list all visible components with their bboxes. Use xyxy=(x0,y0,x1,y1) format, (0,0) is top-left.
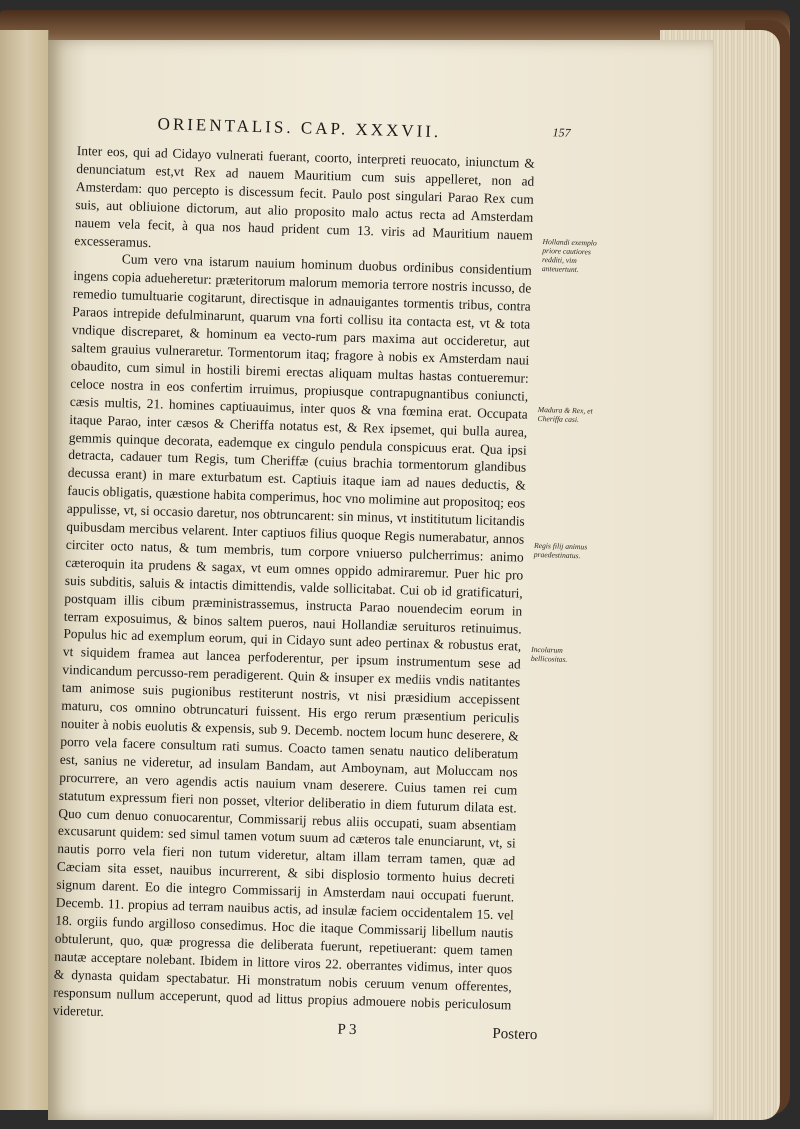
paragraph-1: Inter eos, qui ad Cidayo vulnerati fuerant, coorto, interpreti reuocato, iniunctum & denunciatum est,vt Rex ad nauem Mauritium cum suis appelleret, non ad Amsterdam: quo percepto is discessum fecit. Paulo post singulari Parao Rex cum suis, aut obliuione dictorum, aut alio proposito malo actus recta ad Amsterdam nauem vela fecit, à qua nos haud prident cum 13. viris ad Mauritium nauem excesseramus. xyxy=(74,142,535,250)
book-page xyxy=(48,40,713,1120)
margin-note-madura: Madura & Rex, et Cheriffa casi. xyxy=(537,404,593,425)
page-number: 157 xyxy=(552,125,571,140)
margin-note-hollandi: Hollandi exemplo priore cautiores redditi, vim anteuertunt. xyxy=(541,237,597,275)
body-text xyxy=(53,142,535,1032)
header-title: ORIENTALIS. CAP. XXXVII. xyxy=(157,114,442,142)
margin-note-incolarum: Incolarum bellicositas. xyxy=(530,644,568,664)
signature-mark: P 3 xyxy=(337,1021,357,1039)
page-content xyxy=(52,112,678,1044)
left-page xyxy=(0,30,49,1110)
margin-note-regis-filij: Regis filij animus praedestinatus. xyxy=(533,540,588,561)
paragraph-2: Cum vero vna istarum nauium hominum duobus ordinibus considentium ingens copia adueheretur: præteritorum malorum memoria terrore nostris incusso, de remedio tumultuarie cogitarunt, directisque in adnauigantes tormentis tribus, contra Paraos intrepide defulminarunt, quarum vna forti collisu ita contacta est, vt & tota vndique discreparet, & hominum ea vecto-rum pars maxima aut occideretur, aut saltem grauius vulneraretur. Tormentorum itaq; fragore à nobis ex Amsterdam naui obaudito, cum simul in hostili biremi erectas aliquam multas hastas contueremur: celoce nostra in eos confertim irruimus, propiusque contrapugnantibus coniuncti, cæsis multis, 21. homines captiuauimus, inter quos & vna fœmina erat. Occupata itaque Parao, inter cæsos & Cheriffa notatus est, & Rex ipsemet, qui bulla aurea, gemmis quinque decorata, eademque ex cingulo pendula conspicuus erat. Qua ipsi detracta, cadauer tum Regis, tum Cheriffæ (cuius brachia tormentorum glandibus decussa erant) in mare exturbatum est. Captiuis itaque iam ad naues deductis, & faucis obligatis, quæstione habita comperimus, hoc vno molimine aut propositoq; eos appulisse, vt, si occasio daretur, nos obtruncarent: sin minus, vt instititutum licitandis quibusdam mercibus velarent. Inter captiuos filius quoque Regis numerabatur, annos circiter octo natus, & tum membris, tum corpore vniuerso pulcherrimus: animo cæteroquin ita prudens & sagax, vt eum omnes oppido admiraremur. Puer hic pro suis subditis, saluis & intactis dimittendis, valde sollicitabat. Cui ob id gratificaturi, postquam illis cibum præministrassemus, instructa Parao nouendecim eorum in terram exposuimus, & binos saltem pueros, naui Hollandiæ seruituros retinuimus. Populus hic ad exemplum eorum, qui in Cidayo sunt adeo pertinax & robustus erat, vt siquidem framea aut lancea perfoderentur, per ipsum instrumentum sese ad vindicandum percusso-rem peradigerent. Quin & insuper ex mediis vndis natitantes tam animose suis pugionibus restiterunt nostris, vt nisi præsidium accepissent maturu, cos omnino obtruncaturi fuissent. His ergo rerum præsentium periculis nouiter à nobis euolutis & expensis, sub 9. Decemb. noctem locum hunc deserere, & porro vela facere consultum rati sumus. Coacto tamen senatu nautico deliberatum est, sanius ne videretur, ad insulam Bandam, aut Amboynam, aut Moluccam nos procurrere, an vero agendis actis nauium vnam deserere. Cuius tamen rei cum statutum expressum fieri non posset, vlterior deliberatio in diem futurum dilata est. Quo cum denuo conuocarentur, Commissarij rebus aliis occupati, suam absentiam excusarunt quidem: sed simul tamen votum suum ad cæteros tale enunciarunt, vt, si nautis porro vela fieri non tutum videretur, altam illam terram tamen, quæ ad Cæciam sita esset, nauibus incurrerent, & sibi displosio tormento huius decreti signum darent. Eo die integro Commissarij in Amsterdam naui occupati fuerunt. Decemb. 11. propius ad terram nauibus actis, ad insulæ faciem occidentalem 15. vel 18. orgiis fundo argilloso consedimus. Hoc die itaque Commissarij libellum nautis obtulerunt, quo, quæ progressa die deliberata fuerunt, repetiuerant: quem tamen nautæ acceptare nolebant. Ibidem in littore viros 22. oberrantes vidimus, inter quos & dynasta quidam spectabatur. Hi monstratum nobis ceruum venum offerentes, responsum nullum acceperunt, quod ad littus propius admouere nobis periculosum videretur. xyxy=(52,251,532,1019)
catchword: Postero xyxy=(492,1025,538,1044)
